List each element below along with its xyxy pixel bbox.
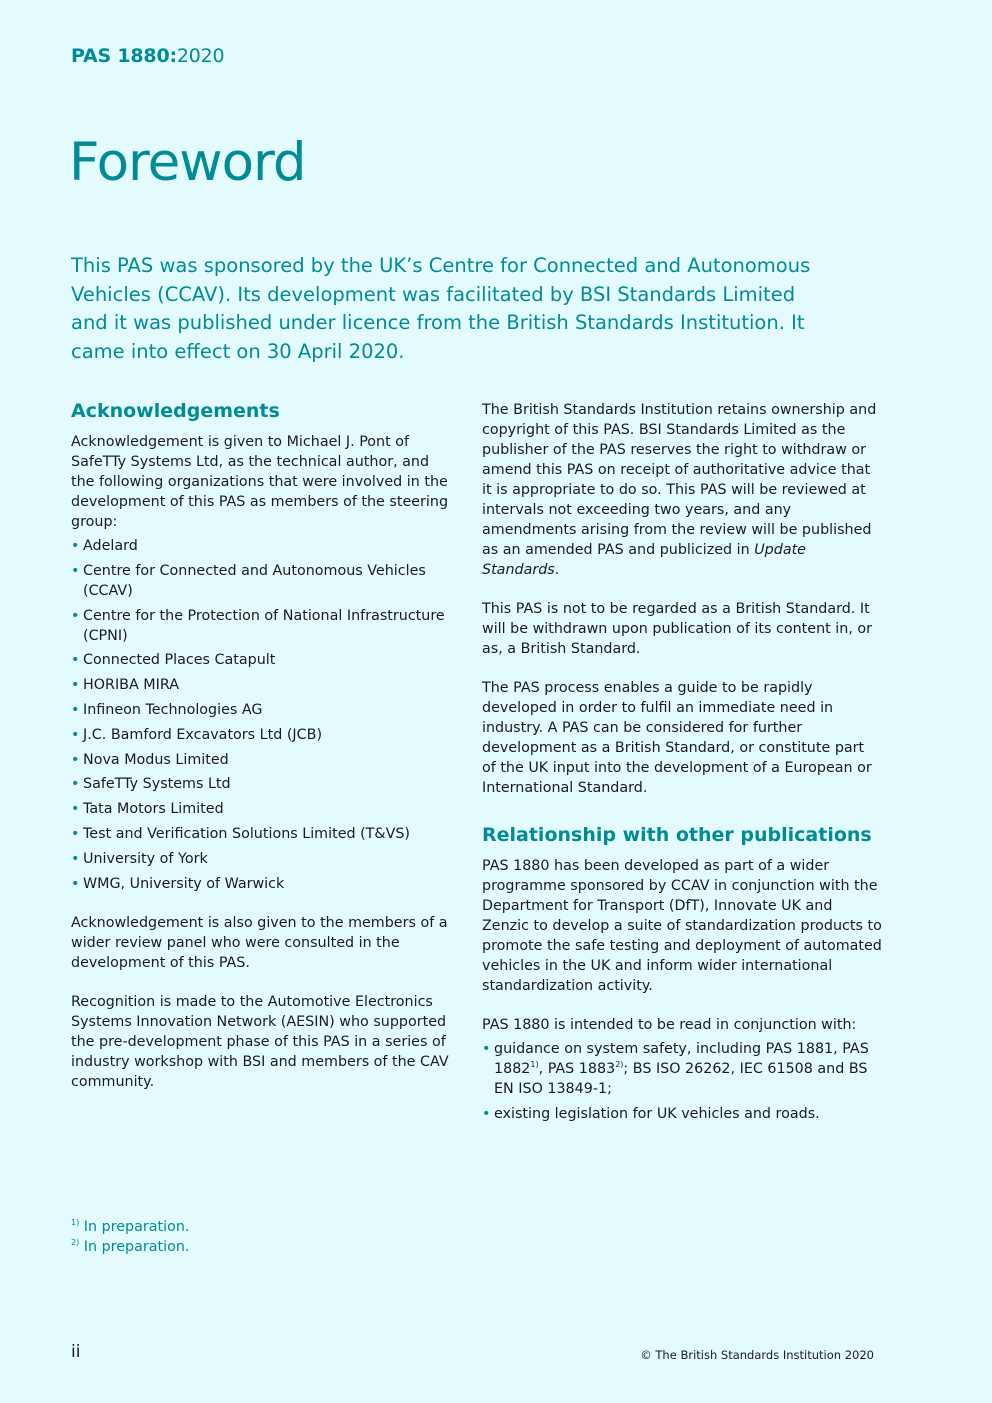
list-item (71, 824, 451, 844)
ownership-paragraph (482, 400, 882, 580)
related-publications-list (482, 1039, 882, 1124)
recognition-paragraph: Recognition is made to the Automotive Electronics Systems Innovation Network (AESIN) who supported the pre-development phase of this PAS in a series of industry workshop with BSI and members of the CAV community. (71, 993, 449, 1090)
page-number: ii (71, 1342, 81, 1362)
intro-paragraph: This PAS was sponsored by the UK’s Centre for Connected and Autonomous Vehicles (CCAV). Its development was facilitated by BSI Standards Limited and it was published under licence from the British Standards Institution. It came into effect on 30 April 2020. (71, 254, 811, 363)
footnote-marker: 2) (71, 1238, 80, 1248)
footnote-ref[interactable]: 1) (530, 1060, 539, 1070)
pas-process-paragraph: The PAS process enables a guide to be rapidly developed in order to fulfil an immediate need in industry. A PAS can be considered for further development as a British Standard, or constitute part of the UK input into the development of a European or International Standard. (482, 680, 872, 796)
footnote-marker: 1) (71, 1218, 80, 1228)
list-item (71, 774, 451, 794)
bullet-icon: • (71, 850, 80, 867)
organization-list (71, 536, 451, 894)
read-with-paragraph: PAS 1880 is intended to be read in conjunction with: (482, 1017, 857, 1033)
bullet-icon: • (482, 1041, 491, 1057)
footnote-text: In preparation. (83, 1219, 190, 1235)
bullet-icon: • (71, 825, 80, 842)
not-british-standard-paragraph: This PAS is not to be regarded as a British Standard. It will be withdrawn upon publication of its content in, or as, a British Standard. (482, 601, 873, 657)
review-panel-paragraph: Acknowledgement is also given to the members of a wider review panel who were consulted in the development of this PAS. (71, 914, 448, 971)
bullet-icon: • (71, 875, 80, 892)
footnotes (71, 1217, 189, 1257)
organization-name: Tata Motors Limited (83, 801, 224, 818)
list-item (71, 750, 451, 770)
organization-name: Centre for the Protection of National Infrastructure (CPNI) (83, 607, 445, 644)
list-item (71, 536, 451, 556)
organization-name: WMG, University of Warwick (83, 875, 285, 892)
document-id-number: PAS 1880: (71, 45, 177, 67)
list-item (71, 675, 451, 695)
ownership-end: . (554, 562, 560, 578)
footnote-ref[interactable]: 2) (615, 1060, 624, 1070)
bullet-icon: • (71, 607, 80, 624)
update-standards-title: Update Standards (482, 542, 806, 578)
bullet-icon: • (71, 801, 80, 818)
copyright-notice: © The British Standards Institution 2020 (640, 1348, 874, 1362)
list-item-text: ; BS ISO 26262, IEC 61508 and BS EN ISO 13849-1; (494, 1061, 868, 1097)
document-id (71, 45, 224, 67)
ownership-text: The British Standards Institution retains ownership and copyright of this PAS. BSI Standards Limited as the publisher of the PAS reserves the right to withdraw or amend this PAS on receipt of authoritative advice that it is appropriate to do so. This PAS will be reviewed at intervals not exceeding two years, and any amendments arising from the review will be published as an amended PAS and publicized in (482, 402, 877, 558)
footnote-text: In preparation. (83, 1239, 190, 1255)
page-title: Foreword (69, 132, 306, 193)
left-column (71, 398, 451, 1111)
list-item (482, 1039, 882, 1099)
bullet-icon: • (71, 726, 80, 743)
organization-name: Test and Verification Solutions Limited (T&VS) (83, 825, 410, 842)
document-id-year: 2020 (176, 45, 225, 67)
list-item-text: guidance on system safety, including PAS 1881, PAS 1882 (494, 1041, 869, 1077)
organization-name: SafeTTy Systems Ltd (83, 776, 231, 793)
acknowledgements-lead: Acknowledgement is given to Michael J. Pont of SafeTTy Systems Ltd, as the technical author, and the following organizations that were involved in the development of this PAS as members of the steering group: (71, 434, 449, 530)
bullet-icon: • (71, 538, 80, 554)
organization-name: Adelard (83, 538, 138, 554)
organization-name: Centre for Connected and Autonomous Vehicles (CCAV) (83, 562, 426, 599)
bullet-icon: • (482, 1105, 491, 1122)
footnote (71, 1237, 189, 1257)
list-item (71, 650, 451, 670)
list-item (71, 606, 451, 646)
list-item (71, 849, 451, 869)
list-item (482, 1104, 882, 1124)
bullet-icon: • (71, 677, 80, 694)
organization-name: HORIBA MIRA (83, 677, 179, 694)
list-item (71, 874, 451, 894)
list-item-text: existing legislation for UK vehicles and roads. (494, 1105, 820, 1122)
list-item (71, 799, 451, 819)
right-column (482, 400, 882, 1143)
organization-name: University of York (83, 850, 208, 867)
bullet-icon: • (71, 701, 80, 718)
organization-name: Connected Places Catapult (83, 652, 276, 669)
list-item-text: , PAS 1883 (538, 1061, 616, 1077)
bullet-icon: • (71, 776, 80, 793)
acknowledgements-heading: Acknowledgements (71, 400, 280, 422)
list-item (71, 700, 451, 720)
list-item (71, 561, 451, 601)
bullet-icon: • (71, 652, 80, 669)
organization-name: Infineon Technologies AG (83, 701, 263, 718)
bullet-icon: • (71, 751, 80, 768)
footnote (71, 1217, 189, 1237)
bullet-icon: • (71, 562, 80, 579)
list-item (71, 725, 451, 745)
organization-name: J.C. Bamford Excavators Ltd (JCB) (83, 726, 323, 743)
programme-paragraph: PAS 1880 has been developed as part of a wider programme sponsored by CCAV in conjunction with the Department for Transport (DfT), Innovate UK and Zenzic to develop a suite of standardization products to promote the safe testing and deployment of automated vehicles in the UK and inform wider international standardization activity. (482, 858, 882, 994)
organization-name: Nova Modus Limited (83, 751, 229, 768)
relationship-heading: Relationship with other publications (482, 824, 872, 846)
